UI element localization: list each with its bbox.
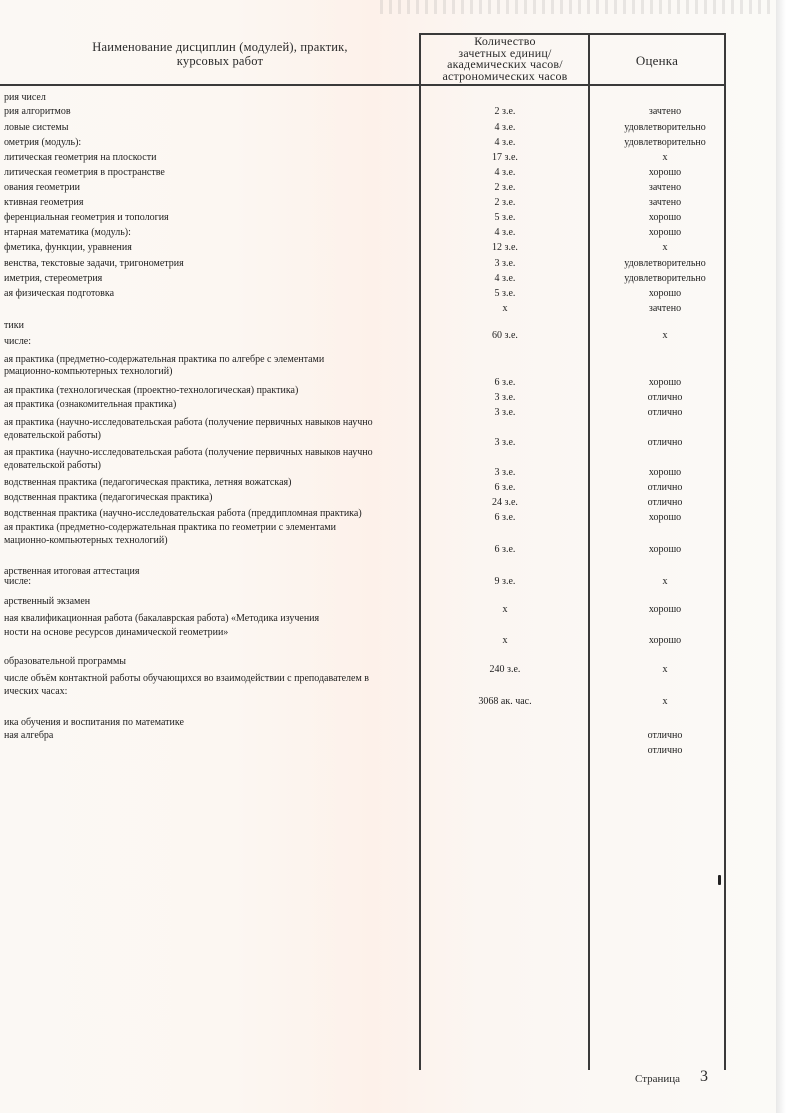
credit-units: 3 з.е.	[494, 258, 516, 269]
grade: удовлетворительно	[624, 273, 706, 284]
discipline-name: числе:	[4, 576, 32, 587]
discipline-name: ая практика (научно-исследовательская работа (получение первичных навыков научно	[4, 417, 373, 428]
discipline-name: арственный экзамен	[4, 596, 91, 607]
credit-units: 3 з.е.	[494, 437, 516, 448]
discipline-name: нтарная математика (модуль):	[4, 227, 131, 238]
credit-units: 4 з.е.	[494, 227, 516, 238]
credit-units: 5 з.е.	[494, 212, 516, 223]
header-col1-line1: Наименование дисциплин (модулей), практик,	[92, 40, 348, 54]
table-row	[0, 303, 776, 318]
header-col-discipline	[20, 40, 420, 68]
discipline-name: ая практика (предметно-содержательная практика по геометрии с элементами	[4, 522, 336, 533]
credit-units: 60 з.е.	[492, 330, 518, 341]
credit-units: 3 з.е.	[494, 467, 516, 478]
credit-units: 4 з.е.	[494, 167, 516, 178]
discipline-name: фметика, функции, уравнения	[4, 242, 132, 253]
discipline-name: числе:	[4, 336, 32, 347]
discipline-name: ая практика (научно-исследовательская работа (получение первичных навыков научно	[4, 447, 373, 458]
discipline-name: ная квалификационная работа (бакалаврская работа) «Методика изучения	[4, 613, 320, 624]
discipline-name: литическая геометрия на плоскости	[4, 152, 157, 163]
grade: х	[662, 696, 668, 707]
discipline-name: водственная практика (педагогическая практика)	[4, 492, 213, 503]
table-row	[0, 152, 776, 167]
credit-units: 4 з.е.	[494, 273, 516, 284]
discipline-name: мационно-компьютерных технологий)	[4, 535, 168, 546]
credit-units: 12 з.е.	[492, 242, 518, 253]
discipline-name: арственная итоговая аттестация	[4, 566, 140, 577]
grade: хорошо	[648, 288, 682, 299]
discipline-name: ая физическая подготовка	[4, 288, 115, 299]
discipline-name: ических часах:	[4, 686, 68, 697]
header-col3-label: Оценка	[635, 53, 679, 68]
table-row	[0, 242, 776, 257]
header-col2-line2: зачетных единиц/	[458, 45, 552, 60]
grade: хорошо	[648, 227, 682, 238]
credit-units: 2 з.е.	[494, 106, 516, 117]
discipline-name: водственная практика (научно-исследовательская работа (преддипломная практика)	[4, 508, 362, 519]
header-col-grade	[590, 54, 724, 68]
discipline-name: ая практика (предметно-содержательная практика по алгебре с элементами	[4, 354, 325, 365]
credit-units: 6 з.е.	[494, 482, 516, 493]
table-row	[0, 258, 776, 273]
grade: хорошо	[648, 512, 682, 523]
header-col-units	[422, 36, 588, 82]
credit-units: 3068 ак. час.	[478, 696, 532, 707]
scan-noise	[380, 0, 770, 14]
credit-units: 2 з.е.	[494, 182, 516, 193]
table-row	[0, 336, 776, 351]
table-row	[0, 613, 776, 628]
scan-edge	[776, 0, 800, 1113]
credit-units: 3 з.е.	[494, 407, 516, 418]
grade: хорошо	[648, 212, 682, 223]
table-row	[0, 122, 776, 137]
discipline-name: ования геометрии	[4, 182, 81, 193]
grade: хорошо	[648, 544, 682, 555]
credit-units: х	[502, 303, 508, 314]
credit-units: 3 з.е.	[494, 392, 516, 403]
grade: х	[662, 576, 668, 587]
grade: хорошо	[648, 604, 682, 615]
page-label: Страница	[635, 1073, 681, 1085]
grade: зачтено	[648, 197, 682, 208]
credit-units: 240 з.е.	[489, 664, 521, 675]
grade: хорошо	[648, 635, 682, 646]
grade: зачтено	[648, 106, 682, 117]
discipline-name: ности на основе ресурсов динамической геометрии»	[4, 627, 229, 638]
discipline-name: венства, текстовые задачи, тригонометрия	[4, 258, 184, 269]
grade: отлично	[647, 497, 683, 508]
discipline-name: тики	[4, 320, 24, 331]
table-top-border	[420, 33, 725, 35]
grade: хорошо	[648, 377, 682, 388]
grade: отлично	[647, 482, 683, 493]
discipline-name: ика обучения и воспитания по математике	[4, 717, 184, 728]
discipline-name: ометрия (модуль):	[4, 137, 82, 148]
discipline-name: числе объём контактной работы обучающихся во взаимодействии с преподавателем в	[4, 673, 370, 684]
discipline-name: едовательской работы)	[4, 460, 101, 471]
discipline-name: рия алгоритмов	[4, 106, 71, 117]
header-col2-line4: астрономических часов	[442, 68, 568, 83]
grade: удовлетворительно	[624, 258, 706, 269]
grade: зачтено	[648, 303, 682, 314]
header-col1-line2: курсовых работ	[176, 54, 264, 68]
credit-units: х	[502, 635, 508, 646]
table-row	[0, 197, 776, 212]
discipline-name: иметрия, стереометрия	[4, 273, 103, 284]
grade: хорошо	[648, 467, 682, 478]
credit-units: 6 з.е.	[494, 512, 516, 523]
discipline-name: ая практика (технологическая (проектно-технологическая) практика)	[4, 385, 299, 396]
table-row	[0, 635, 776, 650]
table-row	[0, 544, 776, 559]
table-row	[0, 167, 776, 182]
grade: отлично	[647, 407, 683, 418]
credit-units: 2 з.е.	[494, 197, 516, 208]
grade: отлично	[647, 392, 683, 403]
discipline-name: ная алгебра	[4, 730, 54, 741]
grade: х	[662, 330, 668, 341]
credit-units: 6 з.е.	[494, 544, 516, 555]
page-number: 3	[700, 1068, 708, 1085]
table-row	[0, 106, 776, 121]
table-row	[0, 182, 776, 197]
table-header-divider	[0, 84, 725, 86]
grade: х	[662, 242, 668, 253]
discipline-name: рмационно-компьютерных технологий)	[4, 366, 173, 377]
discipline-name: ктивная геометрия	[4, 197, 84, 208]
header-col2-line3: академических часов/	[447, 57, 563, 71]
table-row	[0, 227, 776, 242]
header-col2-line1: Количество	[474, 34, 536, 48]
grade: х	[662, 664, 668, 675]
credit-units: 24 з.е.	[492, 497, 518, 508]
credit-units: 4 з.е.	[494, 137, 516, 148]
table-row	[0, 137, 776, 152]
discipline-name: едовательской работы)	[4, 430, 101, 441]
grade: хорошо	[648, 167, 682, 178]
discipline-name: литическая геометрия в пространстве	[4, 167, 165, 178]
discipline-name: водственная практика (педагогическая практика, летняя вожатская)	[4, 477, 292, 488]
grade: отлично	[647, 730, 683, 741]
credit-units: 4 з.е.	[494, 122, 516, 133]
discipline-name: ловые системы	[4, 122, 69, 133]
table-row	[0, 696, 776, 711]
discipline-name: образовательной программы	[4, 656, 127, 667]
grade: зачтено	[648, 182, 682, 193]
table-row	[0, 288, 776, 303]
grade: удовлетворительно	[624, 122, 706, 133]
discipline-name: ая практика (ознакомительная практика)	[4, 399, 177, 410]
credit-units: х	[502, 604, 508, 615]
credit-units: 17 з.е.	[492, 152, 518, 163]
table-row	[0, 730, 776, 745]
credit-units: 9 з.е.	[494, 576, 516, 587]
credit-units: 5 з.е.	[494, 288, 516, 299]
discipline-name: рия чисел	[4, 92, 46, 103]
grade: удовлетворительно	[624, 137, 706, 148]
table-row	[0, 212, 776, 227]
grade: х	[662, 152, 668, 163]
table-row	[0, 576, 776, 591]
discipline-name: ференциальная геометрия и топология	[4, 212, 169, 223]
credit-units: 6 з.е.	[494, 377, 516, 388]
grade: отлично	[647, 437, 683, 448]
table-row	[0, 745, 776, 760]
table-row	[0, 92, 776, 107]
ink-mark	[718, 875, 721, 885]
table-row	[0, 273, 776, 288]
grade: отлично	[647, 745, 683, 756]
